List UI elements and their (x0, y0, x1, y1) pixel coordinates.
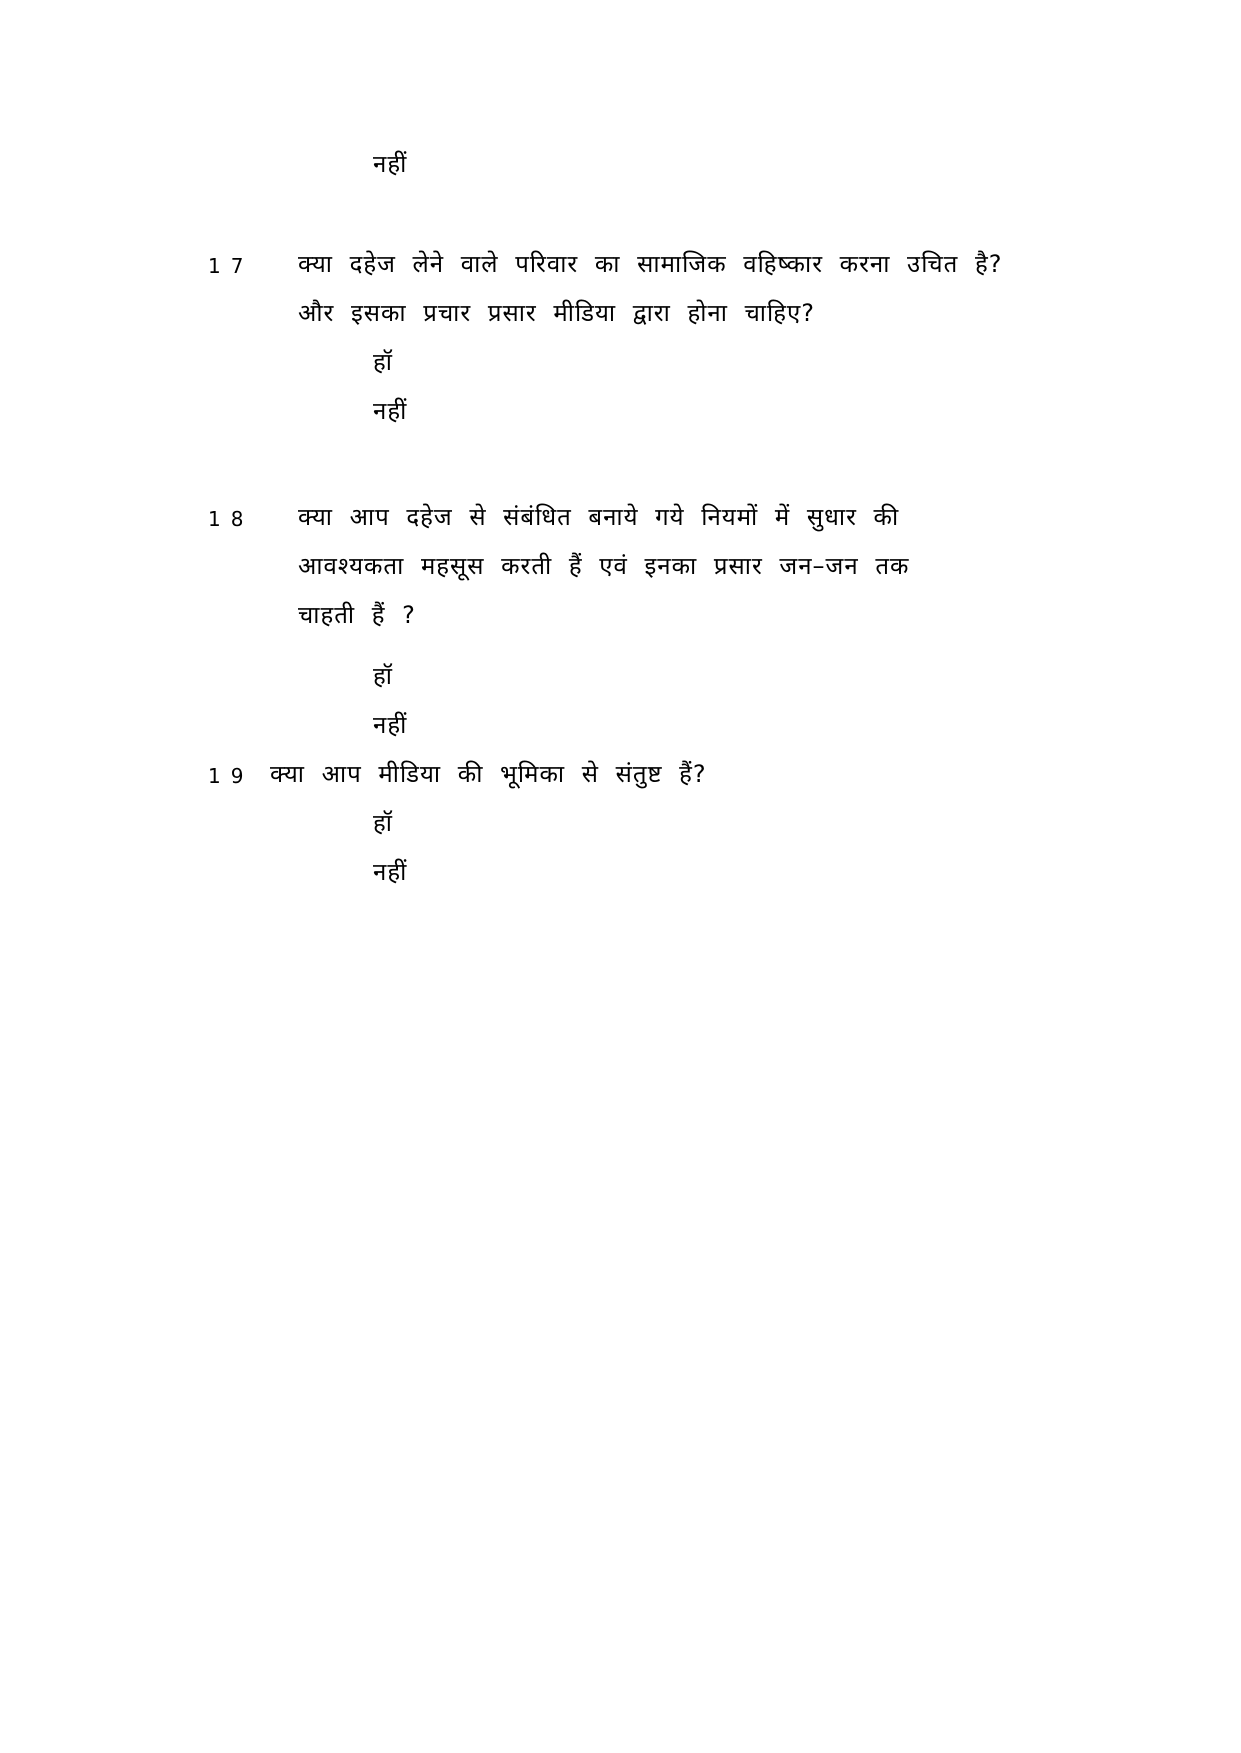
question-number: 19 (208, 764, 254, 788)
option-no: नहीं (373, 711, 408, 739)
option-no: नहीं (373, 858, 408, 886)
option-yes: हॉ (373, 348, 393, 376)
question-text-line: क्या दहेज लेने वाले परिवार का सामाजिक वहिष्कार करना उचित है? (298, 250, 1003, 278)
option-no: नहीं (373, 397, 408, 425)
question-number: 17 (208, 254, 254, 278)
question-text-line: क्या आप दहेज से संबंधित बनाये गये नियमों में सुधार की (298, 503, 900, 531)
question-text-line: क्या आप मीडिया की भूमिका से संतुष्ट हैं? (270, 760, 707, 788)
option-no: नहीं (373, 150, 408, 178)
option-yes: हॉ (373, 809, 393, 837)
option-yes: हॉ (373, 662, 393, 690)
question-text-line: चाहती हैं ? (298, 601, 416, 629)
question-text-line: और इसका प्रचार प्रसार मीडिया द्वारा होना चाहिए? (298, 299, 815, 327)
question-text-line: आवश्यकता महसूस करती हैं एवं इनका प्रसार जन–जन तक (298, 552, 910, 580)
question-number: 18 (208, 507, 254, 531)
